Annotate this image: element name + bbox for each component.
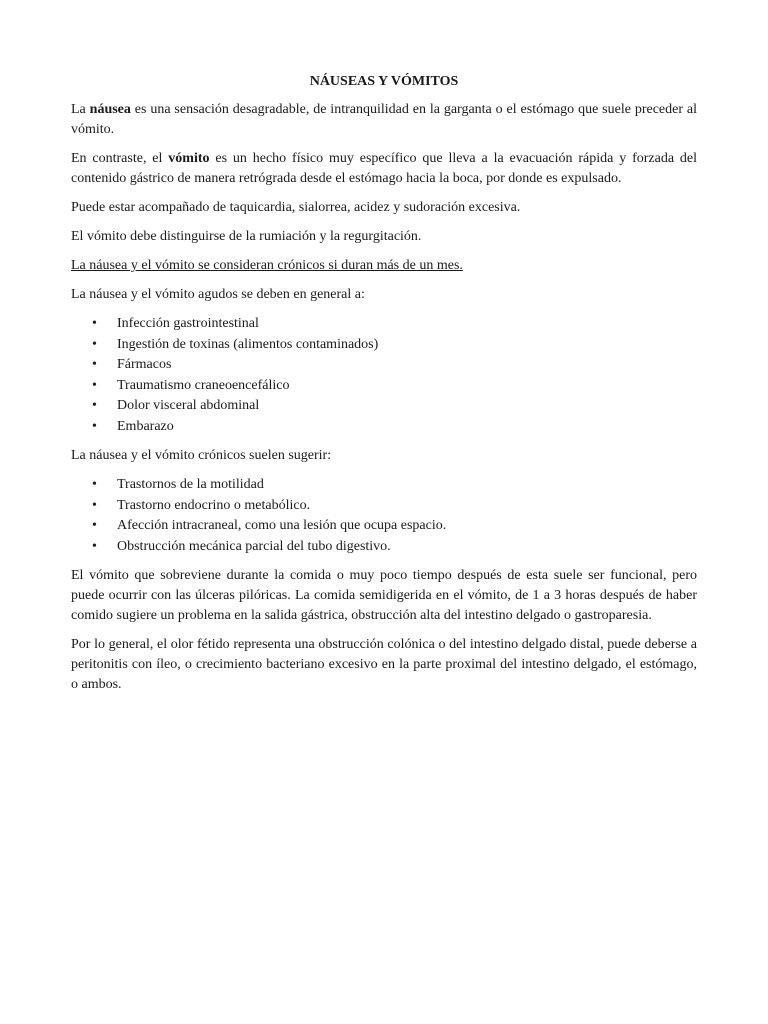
list-item: • Trastorno endocrino o metabólico. <box>117 496 697 517</box>
list-item: • Ingestión de toxinas (alimentos contaminados) <box>117 335 697 356</box>
paragraph-timing: El vómito que sobreviene durante la comida o muy poco tiempo después de esta suele ser funcional, pero puede ocurrir con las úlceras pilóricas. La comida semidigerida en el vómito, de 1 a 3 horas después de haber comido sugiere un problema en la salida gástrica, obstrucción alta del intestino delgado o gastroparesia. <box>71 568 697 623</box>
list-item: • Dolor visceral abdominal <box>117 396 697 417</box>
paragraph-nausea-definition <box>71 100 697 140</box>
list-item: • Afección intracraneal, como una lesión que ocupa espacio. <box>117 516 697 537</box>
p2-pre: En contraste, el <box>71 151 169 166</box>
acute-causes-list <box>71 314 697 437</box>
list-item: • Trastornos de la motilidad <box>117 475 697 496</box>
p1-pre: La <box>71 102 90 117</box>
p2-post: es un hecho físico muy específico que lleva a la evacuación rápida y forzada del contenido gástrico de manera retrógrada desde el estómago hacia la boca, por donde es expulsado. <box>71 151 698 186</box>
list-item: • Fármacos <box>117 355 697 376</box>
term-vomito: vómito <box>168 151 210 166</box>
paragraph-odor: Por lo general, el olor fétido representa una obstrucción colónica o del intestino delgado distal, puede deberse a peritonitis con íleo, o crecimiento bacteriano excesivo en la parte proximal del intestino delgado, el estómago, o ambos. <box>71 637 697 692</box>
paragraph-chronic-intro: La náusea y el vómito crónicos suelen sugerir: <box>71 448 332 463</box>
paragraph-vomit-definition <box>71 149 697 189</box>
list-item: • Infección gastrointestinal <box>117 314 697 335</box>
paragraph-distinction: El vómito debe distinguirse de la rumiación y la regurgitación. <box>71 229 422 244</box>
chronic-causes-list <box>71 475 697 557</box>
list-item: • Traumatismo craneoencefálico <box>117 376 697 397</box>
document-title: NÁUSEAS Y VÓMITOS <box>309 74 459 89</box>
list-item: • Obstrucción mecánica parcial del tubo digestivo. <box>117 537 697 558</box>
list-item: • Embarazo <box>117 417 697 438</box>
term-nausea: náusea <box>89 102 131 117</box>
p1-post: es una sensación desagradable, de intranquilidad en la garganta o el estómago que suele preceder al vómito. <box>71 102 698 137</box>
paragraph-chronic-definition: La náusea y el vómito se consideran crónicos si duran más de un mes. <box>71 258 463 273</box>
paragraph-symptoms: Puede estar acompañado de taquicardia, sialorrea, acidez y sudoración excesiva. <box>71 200 521 215</box>
paragraph-acute-intro: La náusea y el vómito agudos se deben en general a: <box>71 287 365 302</box>
